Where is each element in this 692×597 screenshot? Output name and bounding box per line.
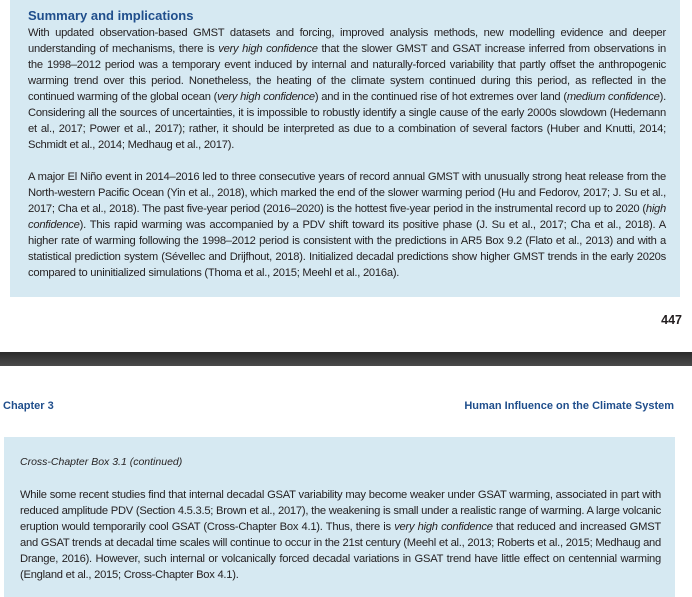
summary-paragraph-1: With updated observation-based GMST datasets and forcing, improved analysis methods, new modelling evidence and deeper understanding of mechanisms, there is very high confidence that the slower GMST and GSAT increase inferred from observations in the 1998–2012 period was a temporary event induced by internal and naturally-forced variability that partly offset the anthropogenic warming trend over this period. Nonetheless, the heating of the climate system continued during this period, as reflected in the continued warming of the global ocean (very high confidence) and in the continued rise of hot extremes over land (medium confidence). Considering all the sources of uncertainties, it is impossible to robustly identify a single cause of the early 2000s slowdown (Hedemann et al., 2017; Power et al., 2017); rather, it should be interpreted as due to a combination of several factors (Huber and Knutti, 2014; Schmidt et al., 2014; Medhaug et al., 2017). xyxy=(28,27,667,151)
page-break-bar xyxy=(0,352,692,366)
running-head xyxy=(0,400,692,414)
summary-paragraph-2: A major El Niño event in 2014–2016 led to three consecutive years of record annual GMST with unusually strong heat release from the North-western Pacific Ocean (Yin et al., 2018), which marked the end of the slower warming period (Hu and Fedorov, 2017; J. Su et al., 2017; Cha et al., 2018). The past five-year period (2016–2020) is the hottest five-year period in the instrumental record up to 2020 (high confidence). This rapid warming was accompanied by a PDV shift toward its positive phase (J. Su et al., 2017; Cha et al., 2018). A higher rate of warming following the 1998–2012 period is consistent with the predictions in AR5 Box 9.2 (Flato et al., 2013) and with a statistical prediction system (Sévellec and Drijfhout, 2018). Initialized decadal predictions show higher GMST trends in the early 2020s compared to uninitialized simulations (Thoma et al., 2015; Meehl et al., 2016a). xyxy=(28,171,666,279)
summary-box xyxy=(10,0,680,297)
emphasis-phrase: medium confidence xyxy=(566,91,660,103)
cross-chapter-box xyxy=(4,437,675,597)
box-paragraph: While some recent studies find that internal decadal GSAT variability may become weaker under GSAT warming, associated in part with reduced amplitude PDV (Section 4.5.3.5; Brown et al., 2017), the weakening is small under a realistic range of warming. A large volcanic eruption would temporarily cool GSAT (Cross-Chapter Box 4.1). Thus, there is very high confidence that reduced and increased GMST and GSAT trends at decadal time scales will continue to occur in the 21st century (Meehl et al., 2013; Roberts et al., 2015; Medhaug and Drange, 2016). However, such internal or volcanically forced decadal variations in GSAT trend have little effect on centennial warming (England et al., 2015; Cross-Chapter Box 4.1). xyxy=(20,489,661,581)
page-number: 447 xyxy=(661,313,682,327)
chapter-title: Human Influence on the Climate System xyxy=(464,400,674,412)
emphasis-phrase: very high confidence xyxy=(394,521,493,533)
chapter-label: Chapter 3 xyxy=(3,400,54,412)
emphasis-phrase: very high confidence xyxy=(217,91,315,103)
emphasis-phrase: very high confidence xyxy=(218,43,318,55)
box-heading: Summary and implications xyxy=(28,8,194,23)
emphasis-phrase: high confidence xyxy=(28,203,666,231)
box-subtitle: Cross-Chapter Box 3.1 (continued) xyxy=(20,456,183,468)
